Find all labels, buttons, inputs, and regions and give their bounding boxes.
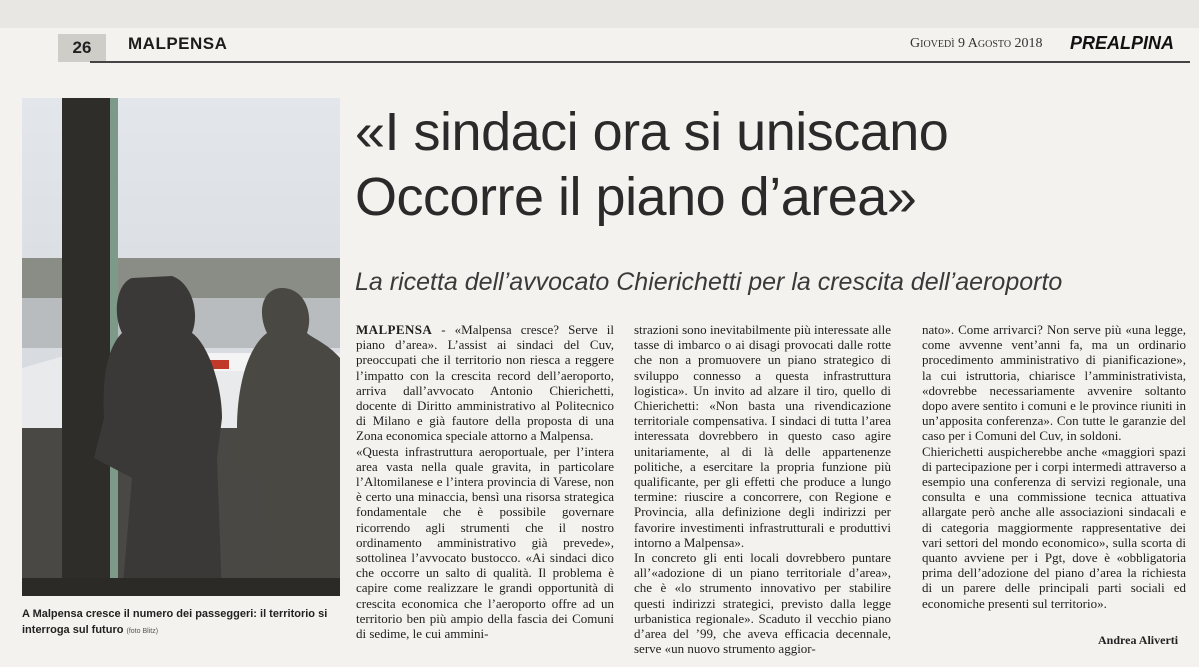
photo-credit: (foto Blitz): [126, 628, 159, 635]
page-number: 26: [58, 34, 106, 62]
airport-window-photo: [22, 98, 340, 596]
dateline-lead: MALPENSA: [356, 322, 433, 337]
page-header: [30, 28, 1190, 66]
photo-caption: [22, 606, 342, 640]
article-column-3: [922, 322, 1186, 611]
article-photo: [22, 98, 340, 596]
paragraph: Chierichetti auspicherebbe anche «maggiori spazi di partecipazione per i corpi intermedi attraverso a esempio una conferenza di servizi regionale, una consulta e una commissione tecnica attuativa allargate però anche alle associazioni sindacali e di categoria maggiormente rappresentative dei vari settori del mondo economico», sulla scorta di quanto avviene per i Pgt, dove è «obbligatoria prima dell’adozione del piano d’area la richiesta di un parere delle principali parti sociali ed economiche presenti sul territorio».: [922, 443, 1186, 611]
page-top-band: [0, 0, 1199, 28]
headline-line-1: «I sindaci ora si uniscano: [355, 102, 949, 162]
issue-date: Giovedì 9 Agosto 2018: [910, 36, 1043, 51]
article-column-1: [356, 322, 614, 641]
article-byline: Andrea Aliverti: [1098, 633, 1179, 647]
newspaper-logo: PREALPINA: [1070, 33, 1175, 53]
section-title: MALPENSA: [128, 34, 228, 53]
article-column-2: [634, 322, 891, 656]
paragraph: strazioni sono inevitabilmente più interessate alle tasse di imbarco o ai disagi provocati dalle rotte che non a promuovere un piano strategico di sviluppo connesso a questa infrastruttura logistica». Un invito ad alzare il tiro, quello di Chierichetti: «Non basta una rivendicazione territoriale compensativa. I sindaci di tutta l’area interessata dovrebbero in questo caso agire unitariamente, al di là delle appartenenze politiche, a esercitare la propria funzione più qualificante, per gli effetti che produce a lungo termine: riuscire a concorrere, con Regione e Provincia, alla definizione degli indirizzi per favorire investimenti infrastrutturali e produttivi intorno a Malpensa».: [634, 322, 891, 550]
article-subheadline: La ricetta dell’avvocato Chierichetti per la crescita dell’aeroporto: [355, 268, 1063, 296]
caption-text: A Malpensa cresce il numero dei passeggeri: il territorio si interroga sul futuro: [22, 608, 328, 636]
paragraph: «Questa infrastruttura aeroportuale, per l’intera area vasta nella quale gravita, in particolare l’Altomilanese e l’intera provincia di Varese, non è certo una minaccia, bensì una risorsa strategica fondamentale che è possibile governare ricorrendo agli strumenti che il nostro ordinamento amministrativo già prevede», sottolinea l’avvocato bustocco. «Ai sindaci dico che occorre un salto di qualità. Il problema è capire come realizzare le grandi opportunità di crescita economica che l’aeroporto offre ad un territorio ben più ampio della fascia dei Comuni di sedime, le cui ammini-: [356, 443, 614, 642]
paragraph: [356, 322, 614, 444]
paragraph: In concreto gli enti locali dovrebbero puntare all’«adozione di un piano territoriale d’area», che è «lo strumento innovativo per stabilire questi indirizzi strategici, previsto dalla legge urbanistica regionale». Scaduto il vecchio piano d’area del ’99, che aveva efficacia decennale, serve «un nuovo strumento aggior-: [634, 550, 891, 657]
headline-line-2: Occorre il piano d’area»: [355, 167, 917, 227]
header-rule: [90, 61, 1190, 63]
article-headline: [355, 100, 1185, 230]
paragraph-text: - «Malpensa cresce? Serve il piano d’area». L’assist ai sindaci del Cuv, preoccupati che il territorio non riesca a reggere l’impatto con la crescita record dell’aeroporto, arriva dall’avvocato Antonio Chierichetti, docente di Diritto amministrativo al Politecnico di Milano e già fautore della proposta di una Zona economica speciale attorno a Malpensa.: [356, 322, 614, 444]
paragraph: nato». Come arrivarci? Non serve più «una legge, come avvenne vent’anni fa, ma un ordinario procedimento amministrativo di pianificazione», la cui istruttoria, chiarisce l’amministrativista, «dovrebbe necessariamente avvenire soltanto dopo avere sentito i comuni e le province riuniti in un’apposita conferenza». Con tutte le garanzie del caso per i Comuni del Cuv, in soldoni.: [922, 322, 1186, 444]
